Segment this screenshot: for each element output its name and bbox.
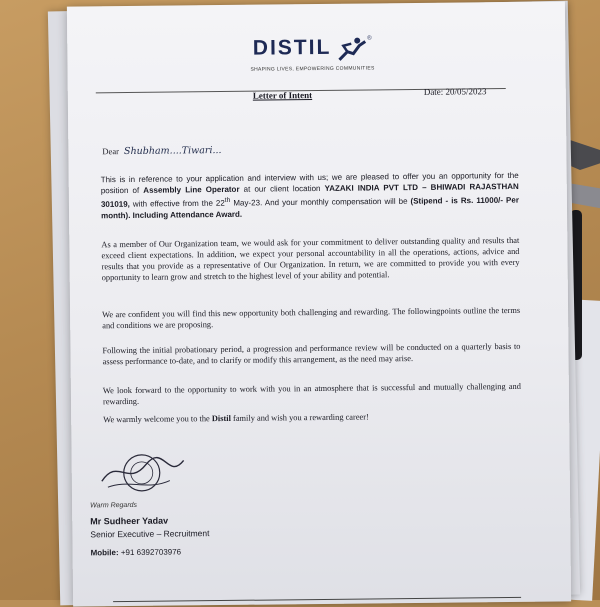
- signer-title: Senior Executive – Recruitment: [90, 528, 210, 540]
- closing-regards: Warm Regards: [90, 501, 138, 510]
- company-seal-stamp: [98, 450, 188, 495]
- compensation-text: (Stipend - is Rs. 11000/- Per month). Including Attendance Award.: [101, 195, 519, 220]
- distil-logo: [237, 35, 387, 85]
- offer-text-3: with effective from the 22: [129, 198, 225, 209]
- probation-paragraph: Following the initial probationary period, a progression and performance review will be conducted on a quarterly basis to assess performance to-date, and to clarify or modify this arrangement, as the need may arise.: [102, 341, 521, 367]
- offer-text-1: This is in reference to your application and interview with us; we are pleased to offer you an opportunity for the position of: [100, 170, 519, 196]
- mobile-number: +91 6392703976: [120, 547, 182, 558]
- logo-wordmark: DISTIL: [252, 35, 332, 60]
- salutation: [102, 145, 221, 157]
- welcome-text-2: family and wish you a rewarding career!: [230, 412, 369, 423]
- letter-date: Date: 20/05/2023: [423, 86, 487, 97]
- runner-icon: [333, 36, 367, 64]
- salutation-prefix: Dear: [102, 146, 119, 157]
- offer-text-2: at our client location: [239, 183, 325, 194]
- mobile-label: Mobile:: [90, 548, 119, 558]
- contact-mobile: [91, 547, 182, 557]
- letter-title: Letter of Intent: [252, 90, 313, 101]
- offer-paragraph: [101, 170, 519, 221]
- letter-sheet: [67, 1, 571, 606]
- confidence-paragraph: We are confident you will find this new opportunity both challenging and rewarding. The followingpoints outline the terms and conditions we are proposing.: [102, 305, 521, 331]
- commitment-paragraph: As a member of Our Organization team, we would ask for your commitment to deliver outstanding quality and results that exceed client expectations. In addition, we expect your personal accountability in all the operations, actions, advice and results that you provide as a representative of Our Organization. In return, we are committed to provide you with every opportunity to learn grow and stretch to the highest level of your ability and potential.: [101, 235, 520, 283]
- brand-name: Distil: [211, 413, 231, 424]
- logo-tagline: SHAPING LIVES, EMPOWERING COMMUNITIES: [250, 65, 375, 74]
- signer-name: Mr Sudheer Yadav: [90, 515, 169, 527]
- position-title: Assembly Line Operator: [143, 184, 240, 195]
- date-suffix: th: [224, 196, 231, 204]
- registered-mark: ®: [367, 35, 372, 42]
- recipient-name: Shubham....Tiwari...: [123, 145, 222, 158]
- offer-text-4: May-23. And your monthly compensation will be: [230, 196, 411, 208]
- client-location: YAZAKI INDIA PVT LTD – BHIWADI RAJASTHAN 301019,: [100, 181, 519, 209]
- welcome-text-1: We warmly welcome you to the: [103, 414, 212, 425]
- look-forward-paragraph: We look forward to the opportunity to work with you in an atmosphere that is successful and mutually challenging and rewarding.: [102, 381, 521, 407]
- welcome-paragraph: [103, 410, 521, 425]
